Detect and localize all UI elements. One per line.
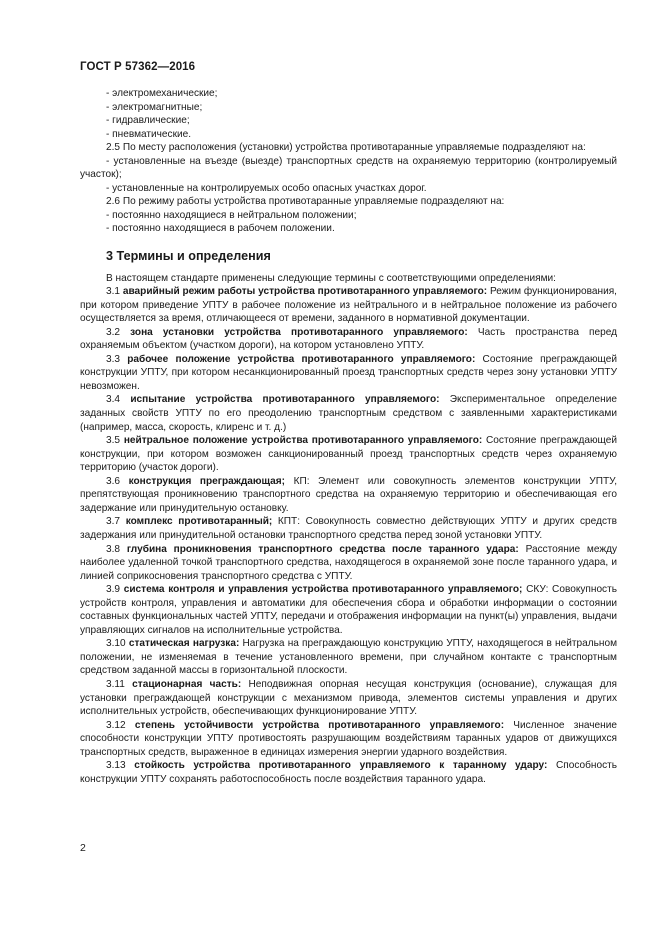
term-definition — [80, 326, 617, 353]
section-title: 3 Термины и определения — [106, 249, 271, 264]
term-definition — [80, 475, 617, 516]
term-definition — [80, 543, 617, 584]
list-item: - гидравлические; — [106, 115, 190, 127]
page-number: 2 — [80, 842, 86, 854]
term-number: 3.2 — [106, 326, 121, 338]
term-number: 3.8 — [106, 543, 121, 555]
term-definition — [80, 353, 617, 394]
term-number: 3.11 — [106, 678, 125, 690]
list-item: - постоянно находящиеся в рабочем положении. — [106, 223, 335, 235]
term-number: 3.10 — [106, 638, 126, 650]
term-text: Состояние преграждающей конструкции, при котором возможен санкционированный проезд транспортных средств через охраняемую территорию (участок дороги). — [80, 435, 617, 474]
list-item: - постоянно находящиеся в нейтральном положении; — [106, 209, 357, 221]
term-definition — [80, 285, 617, 326]
term-number: 3.7 — [106, 516, 121, 528]
term-number: 3.5 — [106, 435, 121, 447]
term-definition — [80, 678, 617, 719]
section-intro: В настоящем стандарте применены следующие термины с соответствующими определениями: — [106, 272, 556, 284]
term-name: конструкция преграждающая; — [128, 475, 286, 487]
term-definition — [80, 637, 617, 678]
term-name: рабочее положение устройства противотаранного управляемого: — [127, 353, 476, 365]
term-name: нейтральное положение устройства противотаранного управляемого: — [123, 435, 483, 447]
term-definition — [80, 393, 617, 434]
term-number: 3.13 — [106, 760, 126, 772]
term-text: Численное значение способности конструкции УПТУ противостоять разрушающим воздействиям таранных ударов от движущихся транспортных средств, выраженное в единицах измерения энергии ударного воздействия. — [80, 719, 617, 758]
page-header: ГОСТ Р 57362—2016 — [80, 61, 196, 73]
list-item: - установленные на контролируемых особо опасных участках дорог. — [106, 182, 427, 194]
term-number: 3.12 — [106, 719, 126, 731]
term-name: степень устойчивости устройства противотаранного управляемого: — [134, 719, 505, 731]
page-content — [80, 87, 617, 786]
term-name: статическая нагрузка: — [128, 638, 240, 650]
list-item: - электромеханические; — [106, 88, 218, 99]
term-number: 3.4 — [106, 394, 121, 406]
list-item: - электромагнитные; — [106, 101, 203, 113]
list-item: - пневматические. — [106, 128, 192, 140]
term-name: испытание устройства противотаранного управляемого: — [130, 394, 440, 406]
term-name: система контроля и управления устройства противотаранного управляемого; — [123, 584, 523, 596]
term-definition — [80, 583, 617, 637]
term-text: СКУ: Совокупность устройств контроля, управления и автоматики для обеспечения сбора и обработки информации о состоянии составных функциональных частей УПТУ, передачи и отображения информации на пункт(ы) управления, выдачи управляющих сигналов на исполнительные устройства. — [80, 584, 617, 636]
term-definition — [80, 515, 617, 542]
term-definition — [80, 434, 617, 475]
term-text: Часть пространства перед охраняемым объектом (участком дороги), на котором установлено УПТУ. — [80, 326, 617, 352]
term-text: Экспериментальное определение заданных свойств УПТУ по его преодолению транспортным средством с заявленными характеристиками (например, масса, скорость, клиренс и т. д.) — [80, 394, 617, 433]
term-number: 3.9 — [106, 584, 121, 596]
term-name: аварийный режим работы устройства противотаранного управляемого: — [122, 286, 488, 298]
term-name: стойкость устройства противотаранного управляемого к таранному удару: — [134, 760, 548, 772]
term-number: 3.6 — [106, 475, 121, 487]
term-name: глубина проникновения транспортного средства после таранного удара: — [126, 543, 519, 555]
term-text: КПТ: Совокупность совместно действующих УПТУ и других средств задержания или принудительной остановки транспортного средства перед зоной установки УПТУ. — [80, 516, 617, 541]
terms-list — [80, 285, 617, 786]
paragraph-2-5: 2.5 По месту расположения (установки) устройства противотаранные управляемые подразделяют на: — [106, 142, 586, 154]
term-number: 3.1 — [106, 286, 121, 298]
term-text: КП: Элемент или совокупность элементов конструкции УПТУ, препятствующая проникновению транспортного средства на охраняемую территорию и обеспечивающая его задержание или принудительную остановку. — [80, 475, 618, 514]
term-text: Режим функционирования, при котором приведение УПТУ в рабочее положение из нейтрального и в нейтральное положение из рабочего осуществляется за время, отличающееся от времени, заданного в нормативной документации. — [80, 286, 617, 325]
term-definition — [80, 759, 617, 786]
term-name: стационарная часть: — [132, 678, 242, 690]
term-name: комплекс противотаранный; — [125, 516, 273, 528]
term-text: Нагрузка на преграждающую конструкцию УПТУ, находящегося в нейтральном положении, не изменяемая в течение установленного времени, при случайном контакте с транспортным средством заданной массы в горизонтальной плоскости. — [80, 638, 618, 677]
list-item: - установленные на въезде (выезде) транспортных средств на охраняемую территорию (контролируемый участок); — [80, 155, 617, 181]
term-definition — [80, 719, 617, 760]
term-text: Расстояние между наиболее удаленной точкой транспортного средства, находящегося в охраняемой зоне после таранного удара, и линией соприкосновения транспортного средства с УПТУ. — [80, 543, 618, 582]
term-text: Состояние преграждающей конструкции УПТУ, при котором несанкционированный проезд транспортных средств через зону установки УПТУ невозможен. — [80, 353, 617, 392]
term-text: Неподвижная опорная несущая конструкция (основание), служащая для установки преграждающей конструкции с механизмом привода, элементов системы управления и других исполнительных устройств, обеспечивающих функционирование УПТУ. — [80, 678, 617, 718]
term-name: зона установки устройства противотаранного управляемого: — [130, 326, 468, 338]
paragraph-2-6: 2.6 По режиму работы устройства противотаранные управляемые подразделяют на: — [106, 196, 505, 208]
term-number: 3.3 — [106, 353, 121, 365]
term-text: Способность конструкции УПТУ сохранять работоспособность после воздействия таранного удара. — [80, 760, 617, 785]
